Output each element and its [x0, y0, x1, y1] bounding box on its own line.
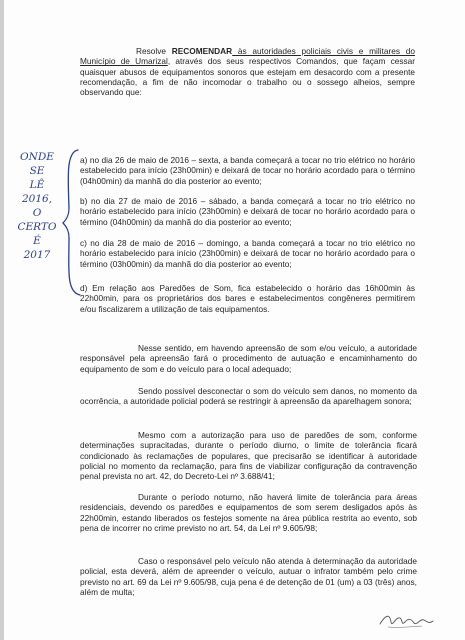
item-a	[80, 155, 415, 186]
intro-text-1: Resolve	[136, 46, 172, 56]
handwritten-brace	[60, 148, 82, 298]
handwritten-line: ONDE	[20, 151, 54, 163]
intro-municipality: Município de Umarizal	[80, 56, 168, 67]
item-a-text: a) no dia 26 de maio de 2016 – sexta, a banda começará a tocar no trio elétrico no horário estabelecido para início (23h00min) e deixará de tocar no horário acordado para o término (04h00min) da manhã do dia posterior ao evento;	[80, 155, 415, 186]
page-edge-shadow	[0, 0, 4, 640]
signature	[376, 608, 436, 632]
handwritten-note	[14, 151, 60, 261]
handwritten-line: É	[33, 235, 41, 247]
item-d-text: d) Em relação aos Paredões de Som, fica estabelecido o horário das 16h00min às 22h00min, para os proprietários dos bares e estabelecimentos congêneres permitirem e/ou fiscalizarem a utilização de tais equipamentos.	[80, 283, 415, 314]
handwritten-line: CERTO	[17, 221, 57, 233]
handwritten-line: 2016,	[21, 193, 53, 205]
paragraph-4	[80, 492, 417, 533]
paragraph-5-text: Caso o responsável pelo veículo não atenda à determinação da autoridade policial, esta deverá, além de apreender o veículo, autuar o infrator também pelo crime previsto no art. 69 da Lei nº 9.605/98, cuja pena é de detenção de 01 (um) a 03 (três) anos, além de multa;	[80, 556, 417, 597]
paragraph-1-text: Nesse sentido, em havendo apreensão de som e/ou veículo, a autoridade responsável pela apreensão fará o procedimento de autuação e encaminhamento do equipamento de som e do veículo para o local adequado;	[80, 343, 417, 374]
item-c-text: c) no dia 28 de maio de 2016 – domingo, a banda começará a tocar no trio elétrico no horário estabelecido para início (23h00min) e deixará de tocar no horário acordado para o término (03h00min) da manhã do dia posterior ao evento;	[80, 238, 415, 269]
handwritten-line: SE	[29, 165, 45, 177]
paragraph-2-text: Sendo possível desconectar o som do veículo sem danos, no momento da ocorrência, a autoridade policial poderá se restringir à apreensão da aparelhagem sonora;	[80, 386, 417, 407]
intro-text-2: às autoridades policiais civis e militares do	[232, 46, 416, 56]
handwritten-line: O	[32, 207, 42, 219]
paragraph-2	[80, 386, 417, 407]
item-b	[80, 196, 415, 227]
intro-bold: RECOMENDAR	[171, 46, 233, 56]
item-c	[80, 238, 415, 269]
handwritten-line: 2017	[23, 249, 51, 261]
paragraph-3	[80, 430, 417, 481]
paragraph-3-text: Mesmo com a autorização para uso de paredões de som, conforme determinações supracitadas, durante o período diurno, o limite de tolerância ficará condicionado às reclamações de populares, que precisarão se identificar à autoridade policial no momento da reclamação, para fins de viabilizar configuração da contravenção penal prevista no art. 42, do Decreto-Lei nº 3.688/41;	[80, 430, 417, 482]
intro-text-3: , através dos seus respectivos Comandos, que façam cessar quaisquer abusos de equipamentos sonoros que estejam em desacordo com a presente recomendação, a fim de não incomodar o trabalho ou o sossego alheios, sempre observando que:	[80, 56, 416, 98]
paragraph-4-text: Durante o período noturno, não haverá limite de tolerância para áreas residenciais, devendo os paredões e equipamentos de som serem desligados após às 22h00min, estando liberados os festejos somente na área pública restrita ao evento, sob pena de incorrer no crime previsto no art. 54, da Lei nº 9.605/98;	[80, 492, 417, 533]
item-d	[80, 283, 415, 314]
item-b-text: b) no dia 27 de maio de 2016 – sábado, a banda começará a tocar no trio elétrico no horário estabelecido para início (23h00min) e deixará de tocar no horário acordado para o término (04h00min) da manhã do dia posterior ao evento;	[80, 196, 415, 227]
intro-paragraph	[80, 46, 415, 97]
paragraph-5	[80, 556, 417, 597]
handwritten-line: LÊ	[29, 179, 45, 191]
paragraph-1	[80, 343, 417, 374]
